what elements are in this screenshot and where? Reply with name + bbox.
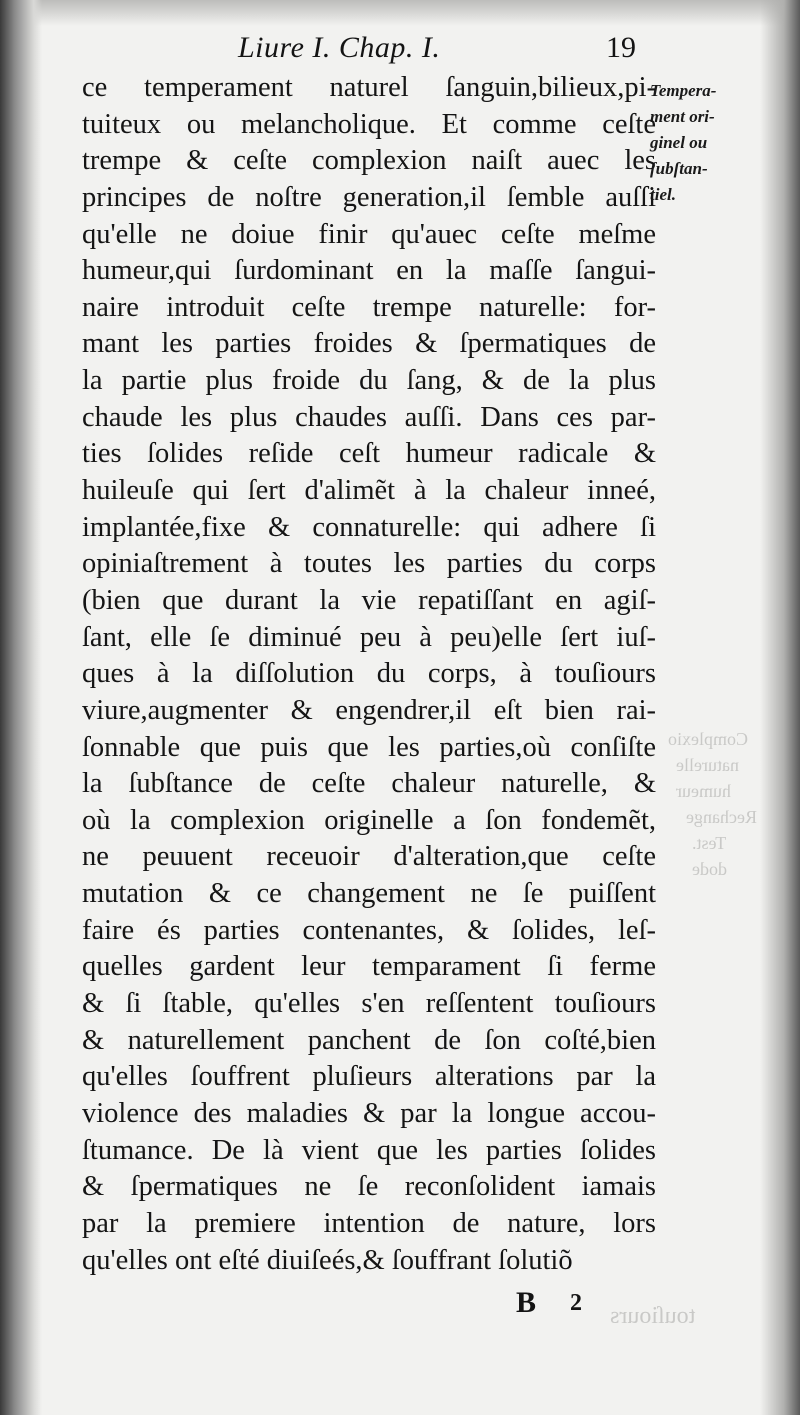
text-line: ne peuuent receuoir d'alteration,que ceſte bbox=[82, 841, 656, 873]
text-line: ques à la diſſolution du corps, à touſiours bbox=[82, 658, 656, 690]
text-line: trempe & ceſte complexion naiſt auec les bbox=[82, 145, 656, 177]
text-line: par la premiere intention de nature, lors bbox=[82, 1207, 656, 1239]
text-line: principes de noſtre generation,il ſemble auſſi bbox=[82, 181, 656, 213]
signature-mark: B bbox=[516, 1286, 537, 1319]
text-line: faire és parties contenantes, & ſolides, leſ- bbox=[82, 914, 656, 946]
text-line: ſant, elle ſe diminué peu à peu)elle ſert iuſ- bbox=[82, 621, 656, 653]
text-line: quelles gardent leur temparament ſi ferme bbox=[82, 951, 656, 983]
text-line: (bien que durant la vie repatiſſant en agiſ- bbox=[82, 584, 656, 616]
text-line: tuiteux ou melancholique. Et comme ceſte bbox=[82, 108, 656, 140]
body-text bbox=[82, 70, 682, 1279]
margin-note-line: ginel ou bbox=[650, 133, 708, 152]
text-line: qu'elle ne doiue finir qu'auec ceſte meſme bbox=[82, 218, 656, 250]
text-line: implantée,fixe & connaturelle: qui adhere ſi bbox=[82, 511, 656, 543]
text-line: viure,augmenter & engendrer,il eſt bien rai- bbox=[82, 694, 656, 726]
text-line: ties ſolides reſide ceſt humeur radicale & bbox=[82, 438, 656, 470]
bleed-through-text: Complexio bbox=[668, 729, 748, 749]
bleed-through-text: Test. bbox=[692, 833, 727, 853]
bleed-through-text: naturelle bbox=[676, 755, 739, 775]
text-line: naire introduit ceſte trempe naturelle: for- bbox=[82, 291, 656, 323]
text-line: huileuſe qui ſert d'alimẽt à la chaleur inneé, bbox=[82, 475, 656, 507]
text-line: mant les parties froides & ſpermatiques de bbox=[82, 328, 656, 360]
text-line: & ſpermatiques ne ſe reconſolident iamais bbox=[82, 1171, 656, 1203]
margin-note-line: tiel. bbox=[650, 185, 676, 204]
bleed-through-text: humeur bbox=[676, 781, 731, 801]
bleed-through-text: touſiours bbox=[610, 1303, 696, 1329]
bleed-through-text: Rechange bbox=[686, 807, 757, 827]
page-edge-shadow bbox=[760, 0, 800, 1415]
page-number: 19 bbox=[606, 31, 636, 64]
text-line: humeur,qui ſurdominant en la maſſe ſangui- bbox=[82, 255, 656, 287]
signature-number: 2 bbox=[570, 1290, 582, 1316]
text-line: qu'elles ſouffrent pluſieurs alterations par la bbox=[82, 1061, 656, 1093]
text-line: ce temperament naturel ſanguin,bilieux,pi- bbox=[82, 72, 656, 103]
text-line: ſonnable que puis que les parties,où conſiſte bbox=[82, 731, 656, 763]
text-line: violence des maladies & par la longue accou- bbox=[82, 1097, 656, 1129]
text-line: où la complexion originelle a ſon fondemẽt, bbox=[82, 804, 656, 836]
text-line: la partie plus froide du ſang, & de la plus bbox=[82, 365, 656, 397]
text-line: ſtumance. De là vient que les parties ſolides bbox=[82, 1134, 656, 1166]
running-head: Liure I. Chap. I. bbox=[238, 31, 441, 64]
margin-note-line: ſubſtan- bbox=[650, 159, 708, 178]
bleed-through-text: dode bbox=[692, 859, 727, 879]
gutter-shadow bbox=[0, 0, 42, 1415]
text-line: chaude les plus chaudes auſſi. Dans ces par- bbox=[82, 401, 656, 433]
margin-note-line: ment ori- bbox=[650, 107, 715, 126]
page-top-edge bbox=[0, 0, 800, 26]
margin-note-line: Tempera- bbox=[650, 81, 717, 100]
text-line: & naturellement panchent de ſon coſté,bien bbox=[82, 1024, 656, 1056]
text-line: qu'elles ont eſté diuiſeés,& ſouffrant ſolutiõ bbox=[82, 1244, 573, 1276]
text-line: la ſubſtance de ceſte chaleur naturelle, & bbox=[82, 768, 656, 800]
text-line: & ſi ſtable, qu'elles s'en reſſentent touſiours bbox=[82, 988, 656, 1020]
text-line: mutation & ce changement ne ſe puiſſent bbox=[82, 878, 656, 910]
text-line: opiniaſtrement à toutes les parties du corps bbox=[82, 548, 656, 580]
